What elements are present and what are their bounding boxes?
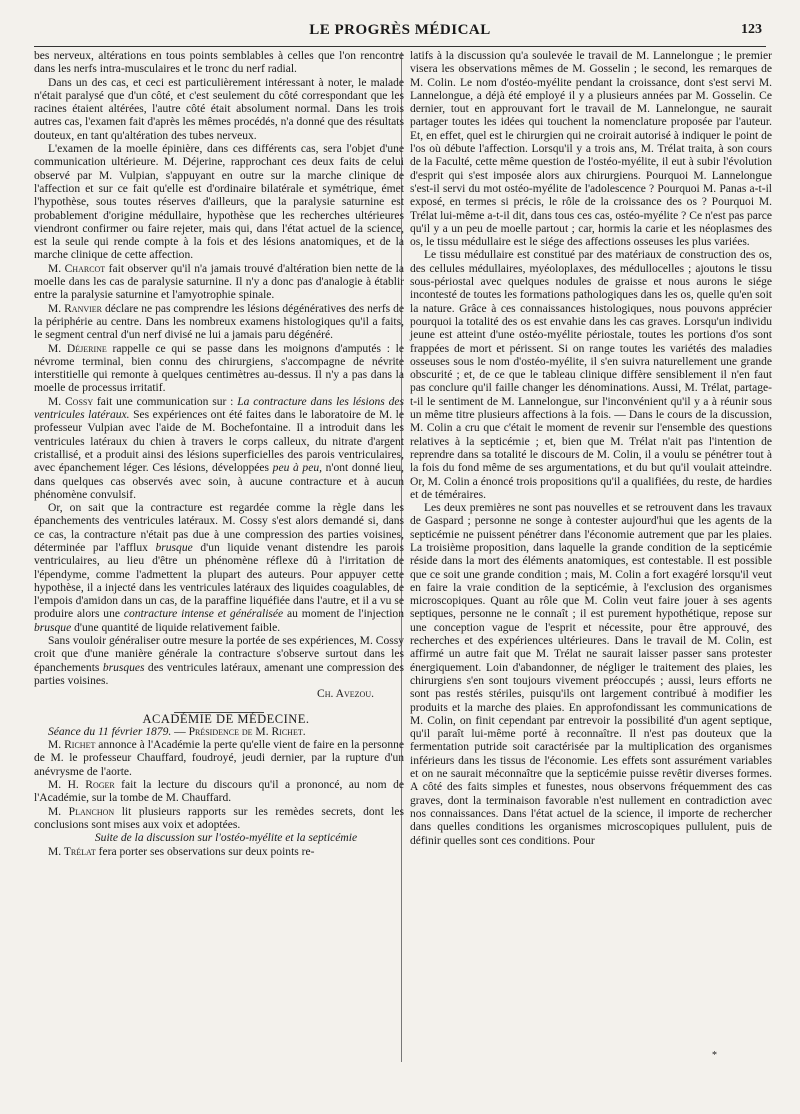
speaker-name: M. Ranvier [48, 302, 103, 315]
session-date: Séance du 11 février 1879. [48, 725, 172, 738]
paragraph-text: fait la lecture du discours qu'il a prononcé, au nom de l'Académie, sur la tombe de M. Chauffard. [34, 779, 404, 805]
paragraph [34, 396, 404, 502]
author-signature: Ch. Avezou. [317, 688, 374, 701]
paragraph [34, 846, 404, 859]
paragraph-text: des ventricules latéraux, amenant une compression des parties voisines. [34, 661, 404, 687]
speaker-name: M. H. Roger [48, 779, 115, 792]
header-rule [34, 46, 766, 47]
paragraph: Le tissu médullaire est constitué par des matériaux de construction des os, des cellules médullaires, myéoloplaxes, des médullocelles ; ajoutons le tissu sous-périostal avec quelques nodules de graisse et nous aurons le siége incontesté de toutes les formations pathologiques dans les os, quelle qu'en soit la nature. Grâce à ces connaissances histologiques, nous pouvons apprécier pourquoi la totalité des os est envahie dans les cas graves. Lorsqu'un individu jeune est atteint d'une ostéo-myélite périostale, toutes les portions d'os sont frappées de mort et périssent. Si on range toutes les variétés des maladies osseuses sous le nom d'ostéo-myélite, il s'en suivra naturellement une grande obscurité ; et, de ce que le tableau clinique diffère sensiblement il n'en faut pas conclure qu'il faille changer les dénominations. Aussi, M. Trélat, partage-t-il le sentiment de M. Lannelongue, sur l'inconvénient qu'il y a à réunir sous un même titre plusieurs affections à la fois. — Dans le cours de la discussion, M. Colin a cru que c'était le moment de revenir sur l'ensemble des questions relatives à la septicémie ; et, bien que M. Trélat n'ait pas l'intention de reprendre dans sa totalité le discours de M. Colin, il a voulu se pénétrer tout à la fois du fond même de ses argumentations, et du but qu'il voulait atteindre. Or, M. Colin a énoncé trois propositions qu'il a qualifiées, du reste, de hardies et de téméraires. [410, 249, 772, 501]
paragraph: bes nerveux, altérations en tous points semblables à celles que l'on rencontre dans les nerfs intra-musculaires et le tronc du nerf radial. [34, 50, 404, 76]
paragraph: Les deux premières ne sont pas nouvelles et se retrouvent dans les travaux de Gaspard ; personne ne songe à contester aujourd'hui que les agents de la septicémie ne puissent pénétrer dans l'économie autrement que par les plaies. La troisième proposition, dans laquelle la grande condition de la septicémie réside dans la mort des éléments anatomiques, est contestable. Il est possible que ce soit une grande condition ; mais, M. Colin a fort exagéré lorsqu'il veut en faire la vraie condition de la septicémie, à l'exclusion des organismes microscopiques. Quant au rôle que M. Colin veut faire jouer à ses agents septiques, personne ne le connaît ; il est purement hypothétique, repose sur une conception vague de l'esprit et nécessite, pour être approuvé, des recherches et des expériences ultérieures. Dans le travail de M. Colin, est affirmé un autre fait que M. Trélat ne saurait laisser passer sans protester énergiquement. Loin d'abandonner, de négliger le traitement des plaies, les chirurgiens s'en sont toujours vivement préoccupés ; aussi, leurs efforts ne sont pas restés stériles, puisqu'ils ont largement contribué à modifier les produits et la marche des plaies. En approfondissant les communications de M. Colin, on finit cependant par entrevoir la possibilité d'un agent septique, qu'il paraît lui-même porté à reconnaître. Il n'est pas douteux que la fermentation putride soit caractérisée par la multiplication des organismes inférieurs dans les tissus de l'économie. Les effets sont assurément variables et on ne saurait méconnaître que la septicémie puisse revêtir diverses formes. A côté des faits simples et funestes, nous observons fréquemment des cas graves, dont la terminaison favorable n'est nullement en contradiction avec nos connaissances. Dans l'état actuel de la science, il importe de rechercher dans quelles conditions les organismes microscopiques pullulent, puis de définir quelles sont ces conditions. Pour [410, 502, 772, 847]
paragraph [34, 303, 404, 343]
paragraph-text: d'une quantité de liquide relativement faible. [71, 621, 281, 634]
journal-title: LE PROGRÈS MÉDICAL [309, 22, 491, 38]
speaker-name: M. Trélat [48, 845, 96, 858]
paragraph-text: lit plusieurs rapports sur les remèdes secrets, dont les conclusions sont mises aux voix et adoptées. [34, 805, 405, 831]
paragraph-text: annonce à l'Académie la perte qu'elle vient de faire en la personne de M. le professeur Chauffard, foudroyé, jeudi dernier, par la rupture d'un anévrysme de l'aorte. [34, 739, 404, 778]
paragraph [34, 263, 404, 303]
speaker-name: M. Charcot [48, 262, 106, 275]
paragraph [34, 739, 404, 779]
left-column [34, 50, 404, 859]
paragraph-text: fait une communication sur : [93, 395, 238, 408]
paragraph-text: rappelle ce qui se passe dans les moignons d'amputés : le névrome terminal, bien connu des chirurgiens, s'accompagne de névrite interstitielle qui remonte à quelques centimètres au-dessus. Il n'y a pas dans la moelle de processus irritatif. [34, 342, 404, 395]
emphasis: brusque [155, 541, 193, 554]
paragraph-text: déclare ne pas comprendre les lésions dégénératives des nerfs de la périphérie au centre. Dans les nombreux examens histologiques qu'il a faits, le segment central d'un nerf divisé ne lui a jamais paru dégénéré. [34, 302, 405, 342]
paragraph-text: Or, on sait que la contracture est regardée comme la règle dans les épanchements des ventricules latéraux. M. Cossy s'est alors demandé si, dans ce cas, la contracture n'était pas due à une compression des parties voisines, déterminée par l'afflux [34, 502, 404, 554]
paragraph [34, 635, 404, 688]
presidency: — Présidence de M. Richet. [171, 725, 306, 738]
paragraph-text: n'ont donné lieu, dans quelques cas observés avec soin, à aucune contracture et à aucun phénomène convulsif. [34, 462, 404, 501]
section-title: ACADÉMIE DE MÉDECINE. [142, 711, 310, 726]
communication-title: La contracture dans les lésions des ventricules latéraux. [34, 395, 404, 422]
paragraph-text: d'un liquide venant distendre les parois ventriculaires, au lieu d'être un phénomène réflexe dû à l'irritation de l'épendyme, comme l'admettent la plupart des auteurs. Pour appuyer cette hypothèse, il a injecté dans les ventricules latéraux des liquides coagulables, de l'empois d'amidon dans un cas, de la paraffine liquéfiée dans l'autre, et il a vu se produire alors une [34, 541, 404, 621]
speaker-name: M. Richet [48, 739, 96, 752]
speaker-name: M. Déjerine [48, 342, 107, 355]
paragraph [34, 779, 404, 806]
emphasis: peu à peu, [272, 462, 322, 475]
page-number: 123 [741, 22, 762, 37]
emphasis: contracture intense et généralisée [123, 608, 284, 621]
paragraph [34, 806, 404, 833]
paragraph-text: Sans vouloir généraliser outre mesure la portée de ses expériences, M. Cossy croit que d'une manière générale la contracture s'observe surtout dans les épanchements [34, 635, 404, 674]
emphasis: brusque [34, 621, 72, 634]
paragraph [34, 343, 404, 396]
speaker-name: M. Planchon [48, 805, 115, 818]
paragraph-text: fait observer qu'il n'a jamais trouvé d'altération bien nette de la moelle dans les cas de paralysie saturnine. Il n'y a donc pas d'analogie à établir entre la paralysie saturnine et l'amyotrophie spinale. [34, 262, 404, 302]
paragraph-text: au moment de l'injection [283, 608, 404, 621]
right-column [410, 50, 772, 848]
running-header [34, 20, 766, 44]
session-line [34, 726, 404, 739]
footnote-mark: * [712, 1050, 717, 1061]
paragraph [34, 502, 404, 635]
paragraph: latifs à la discussion qu'a soulevée le travail de M. Lannelongue ; le premier visera les observations mêmes de M. Gosselin ; le second, les remarques de M. Colin. Le nom d'ostéo-myélite pendant la croissance, dont s'est servi M. Lannelongue, a déjà été employé il y a plusieurs années par M. Gosselin. Ce dernier, tout en approuvant fort le travail de M. Lannelongue, ne saurait partager toutes les idées qui touchent la nomenclature proposée par l'auteur. Et, en effet, quel est le chirurgien qui ne croirait autorisé à indiquer le point de l'os où débute l'affection. Lorsqu'il y a trois ans, M. Trélat traita, à son cours de la Faculté, cette même question de l'ostéo-myélite, il eut à subir l'évolution d'esprit qui s'est imposée alors aux chirurgiens. Pourquoi M. Lannelongue s'est-il servi du mot ostéo-myélite de l'adolescence ? Pourquoi M. Panas a-t-il exposé, en termes si précis, le rôle de la croissance des os ? Pourquoi M. Trélat lui-même a-t-il dit, dans tous ces cas, ostéo-myélite ? Ce n'est pas parce qu'il y a un peu de moelle partout ; car, hormis la carie et les néoplasmes des os, le tissu médullaire est le siége des affections osseuses les plus variées. [410, 50, 772, 249]
discussion-heading: Suite de la discussion sur l'ostéo-myélite et la septicémie [94, 832, 358, 845]
paragraph: L'examen de la moelle épinière, dans ces différents cas, sera l'objet d'une communication ultérieure. M. Déjerine, rapprochant ces deux faits de celui observé par M. Vulpian, s'appuyant en outre sur la marche clinique de l'affection et sur ce fait qu'elle est d'ordinaire bilatérale et symétrique, émet l'hypothèse, sous toutes réserves d'ailleurs, que la paralysie saturnine est probablement d'origine médullaire, hypothèse que les recherches ultérieures viendront confirmer ou faire rejeter, mais qui, dans l'état actuel de la science, est la seule qui rende compte à la fois et des lésions anatomiques, et de la marche clinique de cette affection. [34, 143, 404, 262]
paragraph: Dans un des cas, et ceci est particulièrement intéressant à noter, le malade n'était paralysé que d'un côté, et c'est seulement du côté correspondant que les racines étaient altérées, l'autre côté était absolument normal. Dans les trois autres cas, l'examen fait d'après les mêmes procédés, n'a donné que des résultats douteux, en tant qu'altération des tubes nerveux. [34, 76, 404, 142]
emphasis: brusques [102, 661, 145, 674]
speaker-name: M. Cossy [48, 395, 94, 408]
paragraph-text: fera porter ses observations sur deux points re- [95, 845, 315, 858]
paragraph-text: Ses expériences ont été faites dans le laboratoire de M. le professeur Vulpian avec l'aide de M. Bochefontaine. Il a introduit dans les ventricules latéraux du chien à travers le corps calleux, du nitrate d'argent cristallisé, et a produit ainsi des lésions superficielles des parois ventriculaires, avec épanchement léger. Ces lésions, développées [34, 409, 404, 475]
